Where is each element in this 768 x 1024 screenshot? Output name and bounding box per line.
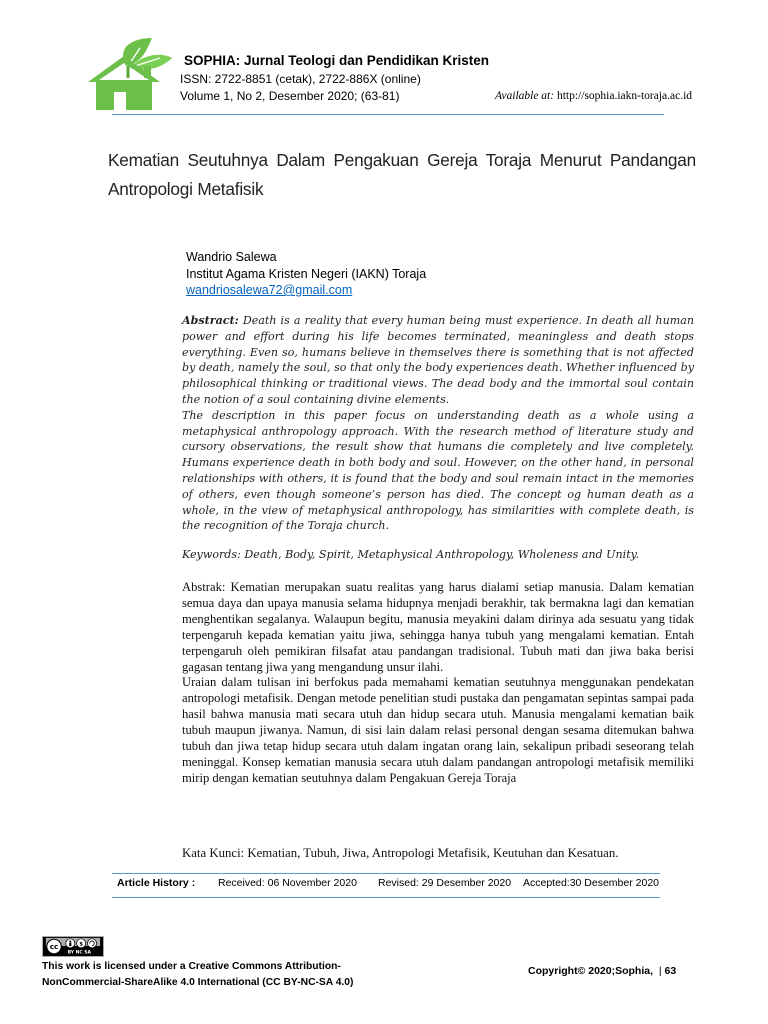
journal-title: SOPHIA: Jurnal Teologi dan Pendidikan Kristen xyxy=(184,53,490,68)
license-line-1: This work is licensed under a Creative Commons Attribution- xyxy=(42,961,341,972)
volume-line: Volume 1, No 2, Desember 2020; (63-81) xyxy=(180,89,400,103)
kata-kunci: Kata Kunci: Kematian, Tubuh, Jiwa, Antropologi Metafisik, Keutuhan dan Kesatuan. xyxy=(182,846,619,860)
license-line-2: NonCommercial-ShareAlike 4.0 International (CC BY-NC-SA 4.0) xyxy=(42,977,354,988)
history-revised: Revised: 29 Desember 2020 xyxy=(378,877,512,889)
journal-logo-house-icon xyxy=(86,36,174,110)
page-number: 63 xyxy=(664,965,677,977)
history-received: Received: 06 November 2020 xyxy=(218,877,357,889)
abstrak-paragraph-2: Uraian dalam tulisan ini berfokus pada memahami kematian seutuhnya menggunakan pendekatan antropologi metafisik. Dengan metode penelitian studi pustaka dan pengamatan sepintas sampai pada hasil bahwa manusia mati secara utuh dan hidup secara utuh. Manusia mengalami kematian baik tubuh maupun jiwanya. Namun, di sisi lain dalam relasi personal dengan sesama ditemukan bahwa tubuh dan jiwa tetap hidup secara utuh dalam ingatan orang lain, sekalipun pribadi seseorang telah meninggal. Konsep kematian manusia secara utuh dalam pandangan antropologi metafisik memiliki mirip dengan kematian seutuhnya dalam Pengakuan Gereja Toraja xyxy=(182,675,694,785)
article-history xyxy=(117,877,659,889)
history-label: Article History : xyxy=(117,877,196,889)
abstract-english xyxy=(182,313,694,534)
author-name: Wandrio Salewa xyxy=(186,250,277,264)
author-block xyxy=(186,249,426,299)
history-accepted: Accepted:30 Desember 2020 xyxy=(523,877,660,889)
license-text xyxy=(42,959,353,991)
available-label: Available at: xyxy=(495,90,555,102)
abstract-label: Abstract: xyxy=(182,314,239,327)
abstrak-indonesian xyxy=(182,580,694,787)
history-divider-bottom xyxy=(112,897,660,898)
footer-separator: | xyxy=(655,965,665,977)
keywords-english: Keywords: Death, Body, Spirit, Metaphysical Anthropology, Wholeness and Unity. xyxy=(182,548,639,561)
abstract-paragraph-2: The description in this paper focus on understanding death as a whole using a metaphysical anthropology approach. With the research method of literature study and cursory observations, the result show that humans die completely and live completely. Humans experience death in both body and soul. However, on the other hand, in personal relationships with others, it is found that the body and soul remain intact in the memories of others, even though someone’s person has died. The concept og human death as a whole, in the view of metaphysical anthropology, has similarities with complete death, is the recognition of the Toraja church. xyxy=(182,408,694,533)
abstrak-paragraph-1: Abstrak: Kematian merupakan suatu realitas yang harus dialami setiap manusia. Dalam kematian semua daya dan upaya manusia selama hidupnya menjadi berakhir, tak bermakna lagi dan kematian menghentikan segalanya. Walaupun begitu, manusia meyakini dalam dirinya ada sesuatu yang tidak terpengaruh kepada kematian yaitu jiwa, sehingga hanya tubuh yang mengalami kematian. Entah terpengaruh oleh pemikiran filsafat atau pandangan tradisional. Tubuh mati dan jiwa baka berisi gagasan tentang jiwa yang mengandung unsur ilahi. xyxy=(182,580,694,674)
available-at xyxy=(495,90,692,102)
svg-text:BY NC SA: BY NC SA xyxy=(67,950,92,956)
issn-line: ISSN: 2722-8851 (cetak), 2722-886X (online) xyxy=(180,72,421,86)
abstract-text-1: Death is a reality that every human being must experience. In death all human power and effort during his life becomes terminated, meaningless and death stops everything. Even so, humans believe in themselves there is something that is not affected by death, namely the soul, so that only the body experiences death. Whether influenced by philosophical thinking or traditional views. The dead body and the immortal soul contain the notion of a soul containing divine elements. xyxy=(182,314,694,406)
copyright-text: Copyright© 2020;Sophia, xyxy=(528,965,654,977)
journal-url-link[interactable]: http://sophia.iakn-toraja.ac.id xyxy=(556,90,693,102)
svg-text:$: $ xyxy=(79,941,84,948)
abstract-paragraph-1 xyxy=(182,313,694,408)
copyright-footer xyxy=(528,965,676,977)
creative-commons-badge-icon[interactable] xyxy=(42,936,104,957)
author-affiliation: Institut Agama Kristen Negeri (IAKN) Toraja xyxy=(186,266,427,281)
author-email-link[interactable]: wandriosalewa72@gmail.com xyxy=(186,283,353,297)
history-divider-top xyxy=(112,873,660,874)
header-divider xyxy=(112,114,664,115)
svg-text:cc: cc xyxy=(49,942,59,952)
paper-title: Kematian Seutuhnya Dalam Pengakuan Gereja Toraja Menurut Pandangan Antropologi Metafisik xyxy=(108,150,696,199)
